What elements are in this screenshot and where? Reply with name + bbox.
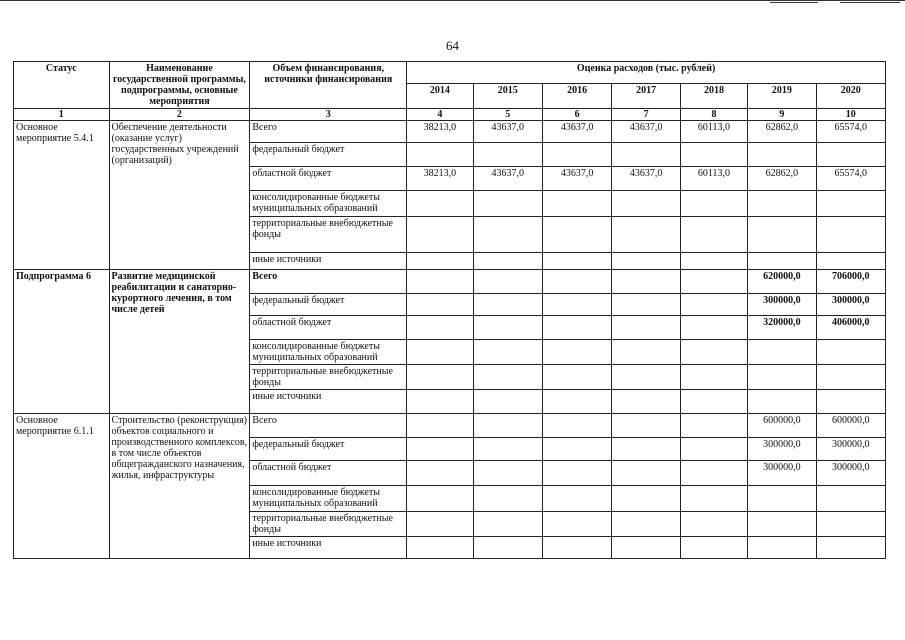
value-cell bbox=[473, 217, 542, 253]
value-cell: 43637,0 bbox=[612, 121, 680, 143]
value-cell bbox=[473, 316, 542, 340]
value-cell bbox=[680, 365, 747, 390]
value-cell: 620000,0 bbox=[748, 270, 816, 294]
value-cell bbox=[473, 461, 542, 486]
value-cell bbox=[542, 390, 611, 414]
value-cell: 300000,0 bbox=[816, 461, 886, 486]
value-cell bbox=[680, 414, 747, 438]
funding-source-cell: федеральный бюджет bbox=[250, 143, 407, 167]
funding-source-cell: территориальные внебюджетные фонды bbox=[250, 512, 407, 537]
value-cell bbox=[407, 270, 473, 294]
header-year: 2014 bbox=[407, 84, 473, 109]
column-number: 2 bbox=[109, 109, 250, 121]
column-number: 7 bbox=[612, 109, 680, 121]
value-cell: 43637,0 bbox=[542, 167, 611, 191]
program-name-cell: Обеспечение деятельности (оказание услуг) государственных учреждений (организаций) bbox=[109, 121, 250, 270]
value-cell bbox=[407, 365, 473, 390]
value-cell bbox=[407, 486, 473, 512]
header-year: 2017 bbox=[612, 84, 680, 109]
funding-source-cell: консолидированные бюджеты муниципальных образований bbox=[250, 340, 407, 365]
value-cell bbox=[612, 191, 680, 217]
value-cell bbox=[612, 217, 680, 253]
value-cell: 320000,0 bbox=[748, 316, 816, 340]
value-cell bbox=[680, 217, 747, 253]
value-cell bbox=[473, 486, 542, 512]
funding-source-cell: иные источники bbox=[250, 537, 407, 559]
value-cell bbox=[748, 217, 816, 253]
value-cell bbox=[542, 537, 611, 559]
value-cell bbox=[407, 414, 473, 438]
value-cell: 65574,0 bbox=[816, 121, 886, 143]
value-cell bbox=[816, 512, 886, 537]
value-cell bbox=[816, 253, 886, 270]
value-cell bbox=[542, 270, 611, 294]
value-cell: 43637,0 bbox=[473, 167, 542, 191]
value-cell bbox=[473, 340, 542, 365]
funding-source-cell: иные источники bbox=[250, 253, 407, 270]
value-cell bbox=[542, 486, 611, 512]
value-cell bbox=[612, 270, 680, 294]
value-cell bbox=[473, 191, 542, 217]
value-cell bbox=[473, 438, 542, 461]
value-cell bbox=[680, 340, 747, 365]
header-status: Статус bbox=[14, 62, 110, 109]
value-cell bbox=[680, 461, 747, 486]
header-year: 2019 bbox=[748, 84, 816, 109]
value-cell bbox=[612, 143, 680, 167]
value-cell bbox=[473, 414, 542, 438]
value-cell bbox=[612, 512, 680, 537]
value-cell bbox=[407, 438, 473, 461]
value-cell bbox=[680, 390, 747, 414]
header-estimate: Оценка расходов (тыс. рублей) bbox=[407, 62, 886, 84]
value-cell bbox=[473, 512, 542, 537]
top-rule bbox=[0, 0, 905, 1]
value-cell bbox=[612, 438, 680, 461]
value-cell bbox=[816, 365, 886, 390]
value-cell bbox=[748, 365, 816, 390]
value-cell bbox=[680, 294, 747, 316]
value-cell bbox=[612, 316, 680, 340]
value-cell: 300000,0 bbox=[748, 294, 816, 316]
value-cell bbox=[542, 217, 611, 253]
funding-source-cell: областной бюджет bbox=[250, 167, 407, 191]
table-row bbox=[14, 414, 886, 438]
value-cell: 600000,0 bbox=[748, 414, 816, 438]
value-cell bbox=[407, 143, 473, 167]
top-rule-segment bbox=[770, 2, 818, 3]
funding-source-cell: федеральный бюджет bbox=[250, 294, 407, 316]
value-cell bbox=[816, 191, 886, 217]
program-name-cell: Строительство (реконструкция) объектов социального и производственного комплексов, в том числе объектов общегражданского назначения, жилья, инфраструктуры bbox=[109, 414, 250, 559]
value-cell bbox=[748, 253, 816, 270]
value-cell: 60113,0 bbox=[680, 167, 747, 191]
value-cell bbox=[612, 537, 680, 559]
value-cell bbox=[748, 512, 816, 537]
value-cell bbox=[748, 191, 816, 217]
value-cell bbox=[680, 253, 747, 270]
value-cell: 38213,0 bbox=[407, 167, 473, 191]
value-cell bbox=[407, 191, 473, 217]
value-cell bbox=[680, 537, 747, 559]
value-cell bbox=[542, 461, 611, 486]
value-cell: 43637,0 bbox=[612, 167, 680, 191]
value-cell bbox=[748, 390, 816, 414]
value-cell bbox=[680, 143, 747, 167]
value-cell bbox=[407, 294, 473, 316]
funding-source-cell: консолидированные бюджеты муниципальных образований bbox=[250, 486, 407, 512]
value-cell bbox=[816, 143, 886, 167]
value-cell bbox=[816, 390, 886, 414]
funding-source-cell: Всего bbox=[250, 270, 407, 294]
page-number: 64 bbox=[446, 38, 459, 53]
value-cell bbox=[680, 438, 747, 461]
value-cell bbox=[816, 537, 886, 559]
status-cell: Подпрограмма 6 bbox=[14, 270, 110, 414]
value-cell bbox=[542, 365, 611, 390]
value-cell bbox=[407, 316, 473, 340]
column-number: 6 bbox=[542, 109, 611, 121]
header-name: Наименование государственной программы, подпрограммы, основные мероприятия bbox=[109, 62, 250, 109]
value-cell bbox=[680, 270, 747, 294]
column-number: 9 bbox=[748, 109, 816, 121]
column-number: 10 bbox=[816, 109, 886, 121]
value-cell bbox=[407, 253, 473, 270]
value-cell: 43637,0 bbox=[542, 121, 611, 143]
status-cell: Основное мероприятие 5.4.1 bbox=[14, 121, 110, 270]
funding-source-cell: консолидированные бюджеты муниципальных образований bbox=[250, 191, 407, 217]
funding-source-cell: областной бюджет bbox=[250, 461, 407, 486]
value-cell bbox=[542, 512, 611, 537]
value-cell bbox=[612, 340, 680, 365]
value-cell bbox=[473, 253, 542, 270]
header-year: 2015 bbox=[473, 84, 542, 109]
value-cell bbox=[612, 294, 680, 316]
value-cell bbox=[612, 414, 680, 438]
column-number: 4 bbox=[407, 109, 473, 121]
value-cell bbox=[748, 537, 816, 559]
header-year: 2016 bbox=[542, 84, 611, 109]
value-cell: 62862,0 bbox=[748, 121, 816, 143]
value-cell bbox=[680, 316, 747, 340]
column-number: 5 bbox=[473, 109, 542, 121]
value-cell bbox=[612, 390, 680, 414]
value-cell: 600000,0 bbox=[816, 414, 886, 438]
value-cell bbox=[542, 294, 611, 316]
value-cell bbox=[542, 143, 611, 167]
value-cell bbox=[542, 316, 611, 340]
value-cell bbox=[612, 253, 680, 270]
header-financing: Объем финансирования, источники финансирования bbox=[250, 62, 407, 109]
value-cell bbox=[407, 512, 473, 537]
value-cell bbox=[612, 461, 680, 486]
value-cell bbox=[542, 438, 611, 461]
value-cell bbox=[680, 486, 747, 512]
value-cell bbox=[542, 340, 611, 365]
funding-source-cell: иные источники bbox=[250, 390, 407, 414]
value-cell: 38213,0 bbox=[407, 121, 473, 143]
funding-source-cell: Всего bbox=[250, 121, 407, 143]
value-cell bbox=[542, 414, 611, 438]
header-year: 2020 bbox=[816, 84, 886, 109]
value-cell: 62862,0 bbox=[748, 167, 816, 191]
value-cell: 300000,0 bbox=[748, 438, 816, 461]
column-number: 3 bbox=[250, 109, 407, 121]
funding-source-cell: территориальные внебюджетные фонды bbox=[250, 365, 407, 390]
value-cell bbox=[407, 390, 473, 414]
funding-source-cell: федеральный бюджет bbox=[250, 438, 407, 461]
value-cell bbox=[680, 512, 747, 537]
value-cell: 706000,0 bbox=[816, 270, 886, 294]
value-cell bbox=[816, 340, 886, 365]
funding-source-cell: территориальные внебюджетные фонды bbox=[250, 217, 407, 253]
top-rule-segment bbox=[840, 2, 900, 3]
value-cell: 43637,0 bbox=[473, 121, 542, 143]
value-cell: 300000,0 bbox=[816, 294, 886, 316]
value-cell: 300000,0 bbox=[816, 438, 886, 461]
value-cell bbox=[816, 217, 886, 253]
value-cell bbox=[748, 340, 816, 365]
value-cell bbox=[612, 486, 680, 512]
value-cell: 406000,0 bbox=[816, 316, 886, 340]
value-cell bbox=[542, 253, 611, 270]
value-cell bbox=[680, 191, 747, 217]
value-cell bbox=[542, 191, 611, 217]
value-cell bbox=[612, 365, 680, 390]
funding-source-cell: областной бюджет bbox=[250, 316, 407, 340]
value-cell: 60113,0 bbox=[680, 121, 747, 143]
value-cell bbox=[407, 537, 473, 559]
value-cell: 300000,0 bbox=[748, 461, 816, 486]
value-cell bbox=[407, 217, 473, 253]
value-cell bbox=[473, 365, 542, 390]
value-cell bbox=[473, 270, 542, 294]
value-cell: 65574,0 bbox=[816, 167, 886, 191]
funding-source-cell: Всего bbox=[250, 414, 407, 438]
column-number: 8 bbox=[680, 109, 747, 121]
value-cell bbox=[473, 294, 542, 316]
value-cell bbox=[407, 461, 473, 486]
value-cell bbox=[748, 486, 816, 512]
column-number: 1 bbox=[14, 109, 110, 121]
value-cell bbox=[473, 537, 542, 559]
table-row bbox=[14, 121, 886, 143]
status-cell: Основное мероприятие 6.1.1 bbox=[14, 414, 110, 559]
value-cell bbox=[473, 143, 542, 167]
value-cell bbox=[473, 390, 542, 414]
value-cell bbox=[748, 143, 816, 167]
value-cell bbox=[407, 340, 473, 365]
program-name-cell: Развитие медицинской реабилитации и санаторно-курортного лечения, в том числе детей bbox=[109, 270, 250, 414]
table-row bbox=[14, 270, 886, 294]
value-cell bbox=[816, 486, 886, 512]
expenditure-table bbox=[13, 61, 886, 559]
header-year: 2018 bbox=[680, 84, 747, 109]
